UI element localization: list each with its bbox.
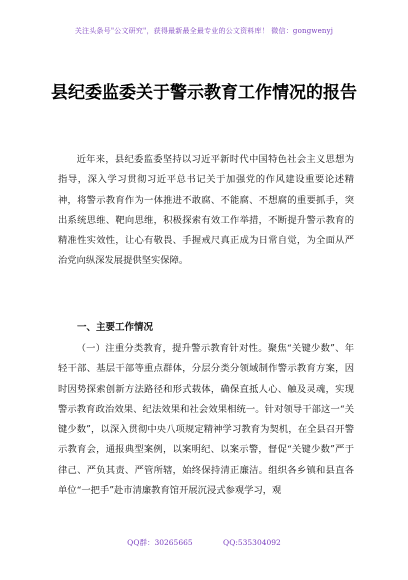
section-heading: 一、主要工作情况	[77, 322, 154, 333]
intro-paragraph: 近年来，县纪委监委坚持以习近平新时代中国特色社会主义思想为指导，深入学习贯彻习近平总书记关于加强党的作风建设重要论述精神，将警示教育作为一体推进不敢腐、不能腐、不想腐的重要抓手，突出系统思维、靶向思维，积极探索有效工作举措，不断提升警示教育的精准性实效性，让心有敬畏、手握戒尺真正成为日常自觉，为全面从严治党向纵深发展提供坚实保障。	[58, 154, 354, 267]
footer-contacts	[0, 537, 408, 548]
qq-text: QQ:535304092	[223, 538, 281, 547]
qq-group-text: QQ群：30265665	[127, 538, 193, 547]
document-title: 县纪委监委关于警示教育工作情况的报告	[51, 83, 357, 103]
header-banner: 关注头条号"公文研究"，获得最新最全最专业的公文资料库！ 微信：gongwenyj	[74, 27, 334, 35]
section-paragraph: （一）注重分类教育，提升警示教育针对性。聚焦“关键少数”、年轻干部、基层干部等重点群体，分层分类分领域制作警示教育方案，因时因势探索创新方法路径和形式载体，确保直抵人心、触及灵魂，实现警示教育政治效果、纪法效果和社会效果相统一。针对领导干部这一“关键少数”，以深入贯彻中央八项规定精神学习教育为契机，在全县召开警示教育会，通报典型案例，以案明纪、以案示警，督促“关键少数”严于律己、严负其责、严管所辖，始终保持清正廉洁。组织各乡镇和县直各单位“一把手”赴市清廉教育馆开展沉浸式参观学习，观	[58, 343, 354, 497]
